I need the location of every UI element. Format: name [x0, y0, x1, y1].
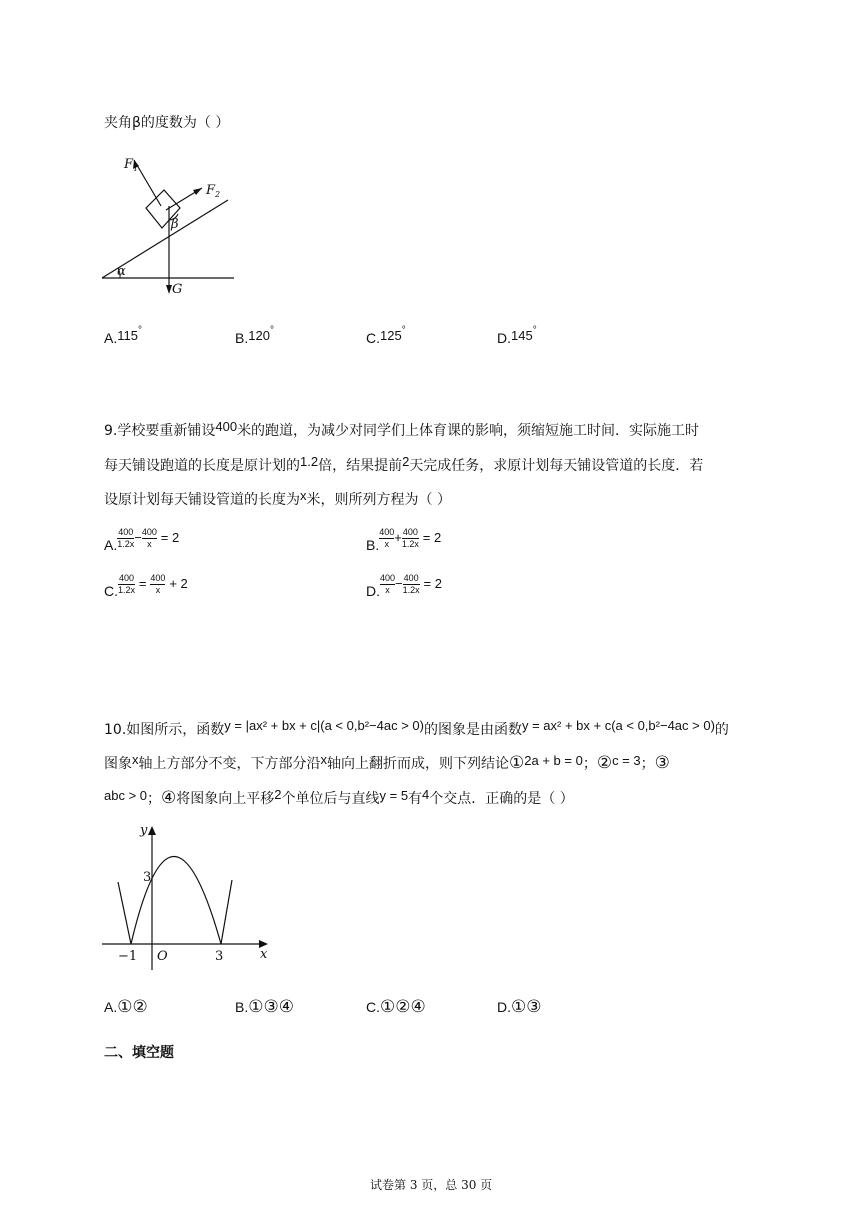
label-f2-sub: 2: [215, 190, 221, 199]
graph-root-neg1-label: −1: [118, 949, 138, 964]
label-f1-sub: 1: [133, 164, 139, 173]
label-f2: F: [206, 183, 216, 198]
graph-y-label: y: [140, 823, 148, 838]
q10-function-graph: [98, 820, 276, 970]
q8-force-diagram: [98, 148, 243, 298]
q9-option-d[interactable]: D. $\frac{400}{x}$ − $\frac{400}{1.2x}$ = 2: [366, 573, 442, 600]
q9-stem-line2: 每天铺设跑道的长度是原计划的1.2倍，结果提前2天完成任务，求原计划每天铺设管道的长度．若: [104, 454, 704, 474]
label-alpha: α: [117, 264, 126, 279]
graph-root-3-label: 3: [215, 949, 224, 964]
page-footer: 试卷第 3 页，总 30 页: [370, 1178, 493, 1192]
q10-option-b[interactable]: B.①③④: [235, 997, 294, 1016]
label-beta: β: [171, 217, 179, 232]
q8-stem: 夹角β的度数为（ ）: [104, 115, 230, 131]
q9-option-c[interactable]: C. $\frac{400}{1.2x}$ = $\frac{400}{x}$ + 2: [104, 573, 188, 600]
section-title: 二、填空题: [104, 1045, 174, 1061]
q8-option-b[interactable]: B.$^{120^\circ}$: [235, 325, 274, 346]
graph-y-intercept-label: 3: [143, 870, 152, 885]
q8-option-a[interactable]: A.$^{115^\circ}$: [104, 325, 142, 346]
q9-option-a[interactable]: A. $\frac{400}{1.2x}$ − $\frac{400}{x}$ = 2: [104, 527, 180, 554]
graph-x-label: x: [260, 947, 268, 962]
label-f1: F: [124, 157, 134, 172]
q8-option-c[interactable]: C.$^{125^\circ}$: [366, 325, 406, 346]
q9-option-b[interactable]: B. $\frac{400}{x}$ + $\frac{400}{1.2x}$ = 2: [366, 527, 442, 554]
q10-stem-line2: 图象x轴上方部分不变，下方部分沿x轴向上翻折而成，则下列结论①2a + b = 0；②c = 3；③: [104, 752, 670, 773]
q10-option-a[interactable]: A.①②: [104, 997, 148, 1016]
graph-origin-label: O: [157, 949, 168, 964]
q10-stem-line1: 10.如图所示，函数y = |ax² + bx + c|(a < 0,b²−4ac > 0)的图象是由函数y = ax² + bx + c(a < 0,b²−4ac > 0)的: [104, 718, 729, 738]
q8-option-d[interactable]: D.$^{145^\circ}$: [497, 325, 537, 346]
q10-option-c[interactable]: C.①②④: [366, 997, 426, 1016]
q10-stem-line3: abc > 0；④将图象向上平移2个单位后与直线y = 5有4个交点．正确的是（ ）: [104, 787, 574, 808]
q9-stem-line1: 9.学校要重新铺设400米的跑道，为减少对同学们上体育课的影响，须缩短施工时间．实际施工时: [104, 419, 700, 439]
label-g: G: [172, 282, 183, 297]
q10-option-d[interactable]: D.①③: [497, 997, 542, 1016]
q9-stem-line3: 设原计划每天铺设管道的长度为x米，则所列方程为（ ）: [104, 488, 451, 508]
